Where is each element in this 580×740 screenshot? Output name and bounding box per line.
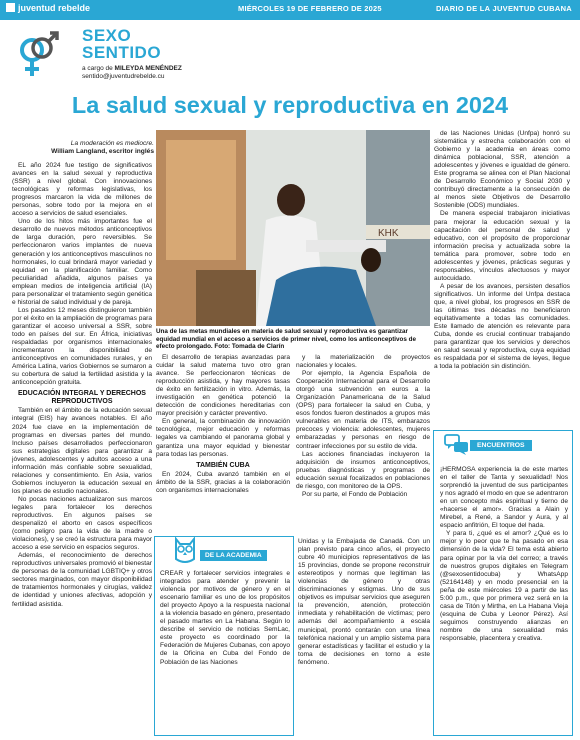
section-byline [82, 65, 182, 81]
subheading-cuba: TAMBIÉN CUBA [196, 461, 250, 469]
article-column-3 [296, 354, 430, 499]
academia-label: DE LA ACADEMIA [200, 550, 267, 561]
chat-bubbles-icon [444, 434, 470, 456]
article-column-2 [156, 354, 290, 495]
article-headline: La salud sexual y reproductiva en 2024 [71, 92, 509, 118]
paragraph: Y para ti, ¿qué es el amor? ¿Qué es lo mejor y lo peor que te ha pasado en esa dimensión de la vida? El tema está abierto para opinar por la vía del correo; a través de nuestros grupos digitales en Telegram (@sexosentidocuba) y WhatsApp (52164148) y en modo presencial en la peña de este miércoles 19 a partir de las 5:00 p.m., que por primera vez será en la casa de Titón y Mirtha, en La Habana Vieja (esquina de Cuba y Leonor Pérez). Así seguimos construyendo alianzas en nombre de una sexualidad más responsable, placentera y creativa. [440, 530, 568, 642]
article-column-1 [12, 162, 152, 609]
paragraph: Por ejemplo, la Agencia Española de Cooperación Internacional para el Desarrollo otorgó una subvención en euros a la Organización Panamericana de la Salud (OPS) para fortalecer la salud en Cuba, y esos fondos fueron destinados a grupos más vulnerables en materia de ITS, embarazos precoces y violencia: adolescentes, mujeres embarazadas y personas en riesgo de contraer infecciones por su estilo de vida. [296, 370, 430, 450]
byline-email[interactable]: sentido@juventudrebelde.cu [82, 73, 165, 80]
epigraph-author: William Langland, escritor inglés [51, 148, 154, 155]
paragraph: No pocas naciones actualizaron sus marcos legales para fortalecer los derechos reproductivos. En algunos países se despenalizó el aborto en casos específicos (como peligro para la vida de la madre o violaciones), y se creó la estructura para mayor acceso a ese servicio en espacios seguros. [12, 495, 152, 552]
top-bar [0, 0, 580, 20]
paragraph: En general, la combinación de innovación tecnológica, mejor educación y reformas legales va cambiando el panorama global y garantiza una mayor equidad y bienestar para todas las personas. [156, 418, 290, 458]
article-photo [156, 130, 430, 326]
photo-sign-text: KHK [378, 228, 399, 239]
byline-author: MILEYDA MENÉNDEZ [114, 65, 182, 72]
paragraph: Uno de los hitos más importantes fue el desarrollo de nuevos métodos anticonceptivos de larga duración, pero reversibles. Se perfeccionaron varios implantes de nueva generación y los anticonceptivos masculinos no hormonales, lo cual brindará mayor variedad y equidad en la planificación familiar. Como peculiaridad añadida, algunos países ya emplean medios de inteligencia artificial (IA) para personalizar el tratamiento según genética e historial de salud individual y de pareja. [12, 218, 152, 306]
paragraph: En 2024, Cuba avanzó también en el ámbito de la SSR, gracias a la colaboración con organismos internacionales [156, 470, 290, 494]
paragraph: A pesar de los avances, persisten desafíos significativos. Un informe del Unfpa destaca que, a nivel global, los progresos en SSR de las últimas tres décadas no beneficiaron equitativamente a todas las comunidades. Este llamado de atención es relevante para Cuba, donde es crucial continuar trabajando para garantizar que los servicios y derechos en salud sexual y reproductiva, cuya equidad es respaldada por el sistema de leyes, llegue a toda la población sin distinción. [434, 282, 570, 371]
newspaper-brand[interactable] [6, 3, 90, 13]
paragraph: De manera especial trabajaron iniciativas para mejorar la educación sexual y la capacitación del personal de salud y educativo, con el propósito de proporcionar información precisa y actualizada sobre la temática para promover, sobre todo en adolescentes y jóvenes, prácticas seguras y responsables, vínculos afectuosos y mayor autocuidado. [434, 210, 570, 282]
photo-illustration [156, 130, 430, 326]
paragraph: Por su parte, el Fondo de Población [302, 490, 408, 498]
paragraph: También en el ámbito de la educación sexual integral (EIS) hay avances notables. El año 2024 fue clave en la implementación de programas en diversas partes del mundo. Incluso países desarrollados perfeccionaron sus estrategias digitales para garantizar a jóvenes, adolescentes y adultos acceso a una información más confiable sobre sexualidad, relaciones y consentimiento. En Asia, varios Gobiernos incluyeron la educación sexual en los planes de estudio nacionales. [12, 407, 152, 495]
article-column-4 [434, 130, 570, 371]
subheading-education: EDUCACIÓN INTEGRAL Y DERECHOS REPRODUCTIVOS [18, 390, 146, 406]
gender-symbols-icon [14, 30, 60, 80]
epigraph-text: La moderación es mediocre. [70, 140, 154, 147]
paragraph: Los pasados 12 meses distinguieron también por el éxito en la ampliación de programas para garantizar el acceso universal a SSR, sobre todo en países del sur. En África, iniciativas respaldadas por organismos internacionales incrementaron la disponibilidad de anticonceptivos en comunidades rurales, y en América Latina, varios Gobiernos se sumaron a su cobertura de salud la fertilidad asistida y la anticoncepción gratuita. [12, 306, 152, 387]
section-title [82, 27, 161, 61]
section-title-line2: SENTIDO [82, 43, 162, 62]
photo-caption: Una de las metas mundiales en materia de salud sexual y reproductiva es garantizar equidad mundial en el acceso a servicios de primer nivel, como los anticonceptivos de efecto prolongado. Foto: Tomada de Clarín [156, 328, 417, 351]
paragraph: El desarrollo de terapias avanzadas para cuidar la salud materna tuvo otro gran avance. Se perfeccionaron técnicas de reproducción asistida, y hay mayores tasas de éxito en fertilización in vitro. Además, la investigación en genética potenció la detección de condiciones hereditarias con mayor precisión y carácter preventivo. [156, 354, 290, 418]
byline-prefix: a cargo de [82, 65, 113, 72]
newspaper-slogan: DIARIO DE LA JUVENTUD CUBANA [435, 4, 572, 13]
section-title-line1: SEXO [82, 26, 132, 45]
encuentros-text [440, 466, 568, 643]
paragraph: Además, el reconocimiento de derechos reproductivos universales promovió el bienestar de personas de la comunidad LGBTIQ+ y otros sectores marginados, con mayor disponibilidad de tratamientos hormonales y cirugías, validez de identidad y uniones afectivas, adopción y fertilidad asistida. [12, 552, 152, 608]
academia-text-col1: CREAR y fortalecer servicios integrales e integrados para atender y prevenir la violencia por motivos de género y en el escenario familiar es uno de los propósitos del proyecto Apoyo a la respuesta nacional a la violencia basado en género, presentado el pasado martes en La Habana. Según lo describe el servicio de noticias SemLac, este proyecto es coordinado por la Federación de Mujeres Cubanas, con apoyo de la Oficina en Cuba del Fondo de Población de las Naciones [160, 570, 290, 666]
issue-date: MIÉRCOLES 19 DE FEBRERO DE 2025 [238, 4, 382, 13]
paragraph: Las acciones financiadas incluyeron la adquisición de insumos anticonceptivos, pruebas diagnósticas y programas de educación sexual focalizados en poblaciones de riesgo, con monitoreo de la OPS. [296, 450, 430, 490]
encuentros-label: ENCUENTROS [470, 440, 532, 451]
paragraph: ¡HERMOSA experiencia la de este martes en el taller de Tanta y sexualidad! Nos sorprendió la juventud de sus participantes y nos agradó el modo en que se adentraron en un concepto más espiritual y tierno de «hacerse el amor». Gracias a Alain y Mirebel, a René, a Sandor y Aura, y al espacio anfitrión, El toque del hada. [440, 466, 568, 530]
paragraph: y la materialización de proyectos nacionales y locales. [296, 354, 430, 370]
brand-square-icon [6, 3, 15, 12]
paragraph: EL año 2024 fue testigo de significativos avances en la salud sexual y reproductiva (SSR) a nivel global. Con innovaciones tecnológicas y reformas legislativas, los progresos marcaron la vida de millones de personas, sobre todo por la mejora en el acceso a servicios de salud esenciales. [12, 162, 152, 218]
brand-name: juventud rebelde [18, 3, 91, 13]
paragraph: de las Naciones Unidas (Unfpa) honró su sistemática y estrecha colaboración con el Gobierno y la academia en áreas como dinámica poblacional, SSR, atención a adolescentes y jóvenes e igualdad de género. Este programa se alinea con el Plan Nacional de Desarrollo Económico y Social 2030 y contribuyó directamente a la consecución de al menos siete Objetivos de Desarrollo Sostenible (ODS) mundiales. [434, 130, 570, 210]
owl-icon [172, 535, 198, 565]
epigraph [12, 140, 154, 156]
academia-text-col2: Unidas y la Embajada de Canadá. Con un plan previsto para cinco años, el proyecto cubre 40 municipios representativos de las 15 provincias, donde se propone reconstruir estereotipos y normas que legitiman las violencias de género y otras discriminaciones y estigmas. Uno de sus objetivos es impulsar servicios que aseguren la prevención, atención, protección inmediata y rehabilitación de víctimas; pero además del acompañamiento a escala municipal, prontó contarán con una línea telefónica nacional y un amplio sistema para generar estadísticas y facilitar el estudio y la toma de decisiones en torno a este fenómeno. [298, 538, 430, 666]
